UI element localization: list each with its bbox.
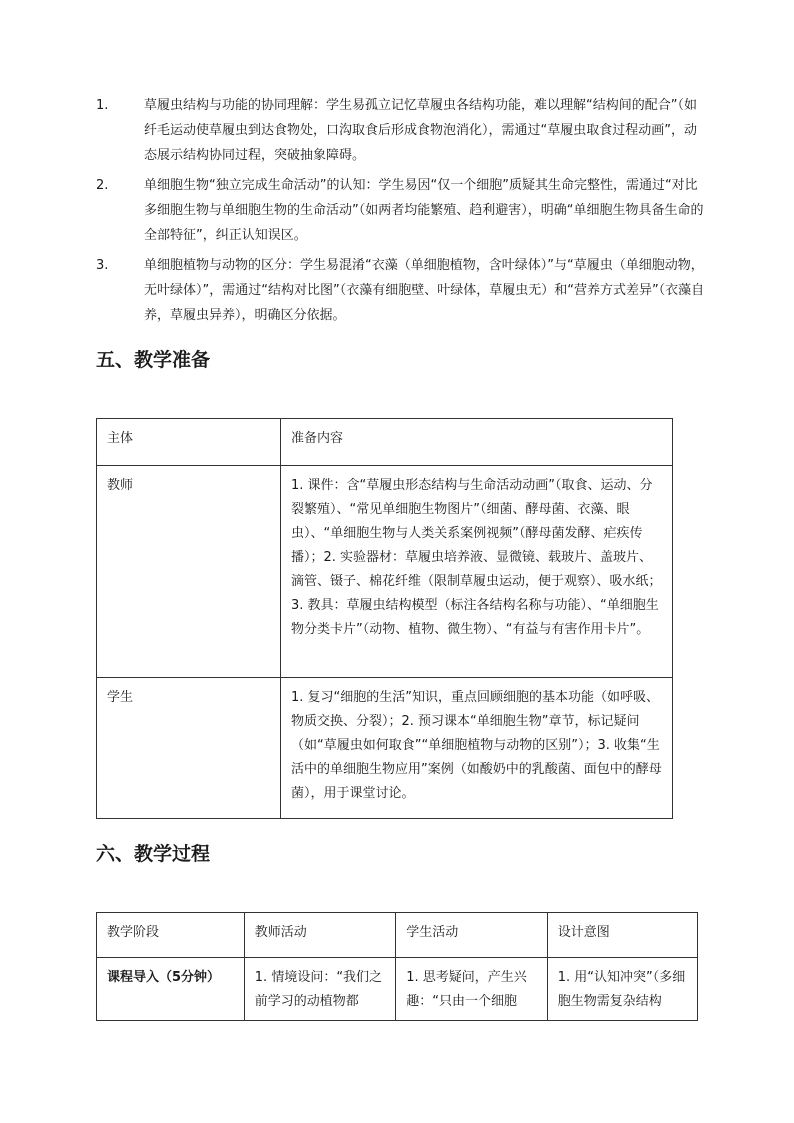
list-number: 1. xyxy=(96,98,109,113)
table-row xyxy=(97,678,673,819)
header-cell: 学生活动 xyxy=(396,913,547,958)
content-cell: 1. 课件：含“草履虫形态结构与生命活动动画”（取食、运动、分裂繁殖）、“常见单细胞生物图片”（细菌、酵母菌、衣藻、眼虫）、“单细胞生物与人类关系案例视频”（酵母菌发酵、疟疾传播）；2. 实验器材：草履虫培养液、显微镜、载玻片、盖玻片、滴管、镊子、棉花纤维（限制草履虫运动，便于观察）、吸水纸；3. 教具：草履虫结构模型（标注各结构名称与功能）、“单细胞生物分类卡片”（动物、植物、微生物）、“有益与有害作用卡片”。 xyxy=(281,466,673,678)
stage-cell: 课程导入（5分钟） xyxy=(97,958,245,1021)
header-cell: 教学阶段 xyxy=(97,913,245,958)
subject-cell: 学生 xyxy=(97,678,281,819)
content-cell: 1. 复习“细胞的生活”知识，重点回顾细胞的基本功能（如呼吸、物质交换、分裂）；2. 预习课本“单细胞生物”章节，标记疑问（如“草履虫如何取食”“单细胞植物与动物的区别”）；3. 收集“生活中的单细胞生物应用”案例（如酸奶中的乳酸菌、面包中的酵母菌），用于课堂讨论。 xyxy=(281,678,673,819)
list-number: 3. xyxy=(96,258,109,273)
subject-cell: 教师 xyxy=(97,466,281,678)
table-header-row xyxy=(97,419,673,466)
list-item xyxy=(96,253,706,328)
table-row xyxy=(97,466,673,678)
header-cell: 设计意图 xyxy=(547,913,697,958)
table-header-row xyxy=(97,913,698,958)
header-cell: 主体 xyxy=(97,419,281,466)
difficulty-list xyxy=(96,93,706,333)
list-text: 草履虫结构与功能的协同理解：学生易孤立记忆草履虫各结构功能，难以理解“结构间的配合”（如纤毛运动使草履虫到达食物处，口沟取食后形成食物泡消化），需通过“草履虫取食过程动画”，动态展示结构协同过程，突破抽象障碍。 xyxy=(144,98,697,163)
teacher-activity-cell: 1. 情境设问：“我们之前学习的动植物都 xyxy=(244,958,395,1021)
header-cell: 准备内容 xyxy=(281,419,673,466)
list-text: 单细胞植物与动物的区分：学生易混淆“衣藻（单细胞植物，含叶绿体）”与“草履虫（单细胞动物，无叶绿体）”，需通过“结构对比图”（衣藻有细胞壁、叶绿体，草履虫无）和“营养方式差异”（衣藻自养，草履虫异养），明确区分依据。 xyxy=(144,258,705,323)
list-item xyxy=(96,173,706,248)
student-activity-cell: 1. 思考疑问，产生兴趣：“只由一个细胞 xyxy=(396,958,547,1021)
process-table xyxy=(96,912,698,1021)
list-number: 2. xyxy=(96,178,109,193)
preparation-table xyxy=(96,418,673,819)
table-row xyxy=(97,958,698,1021)
list-text: 单细胞生物“独立完成生命活动”的认知：学生易因“仅一个细胞”质疑其生命完整性，需通过“对比多细胞生物与单细胞生物的生命活动”（如两者均能繁殖、趋利避害），明确“单细胞生物具备生命的全部特征”，纠正认知误区。 xyxy=(144,178,704,243)
list-item xyxy=(96,93,706,168)
section-heading-process: 六、教学过程 xyxy=(96,843,211,865)
section-heading-preparation: 五、教学准备 xyxy=(96,349,211,371)
header-cell: 教师活动 xyxy=(244,913,395,958)
design-intent-cell: 1. 用“认知冲突”（多细胞生物需复杂结构 xyxy=(547,958,697,1021)
